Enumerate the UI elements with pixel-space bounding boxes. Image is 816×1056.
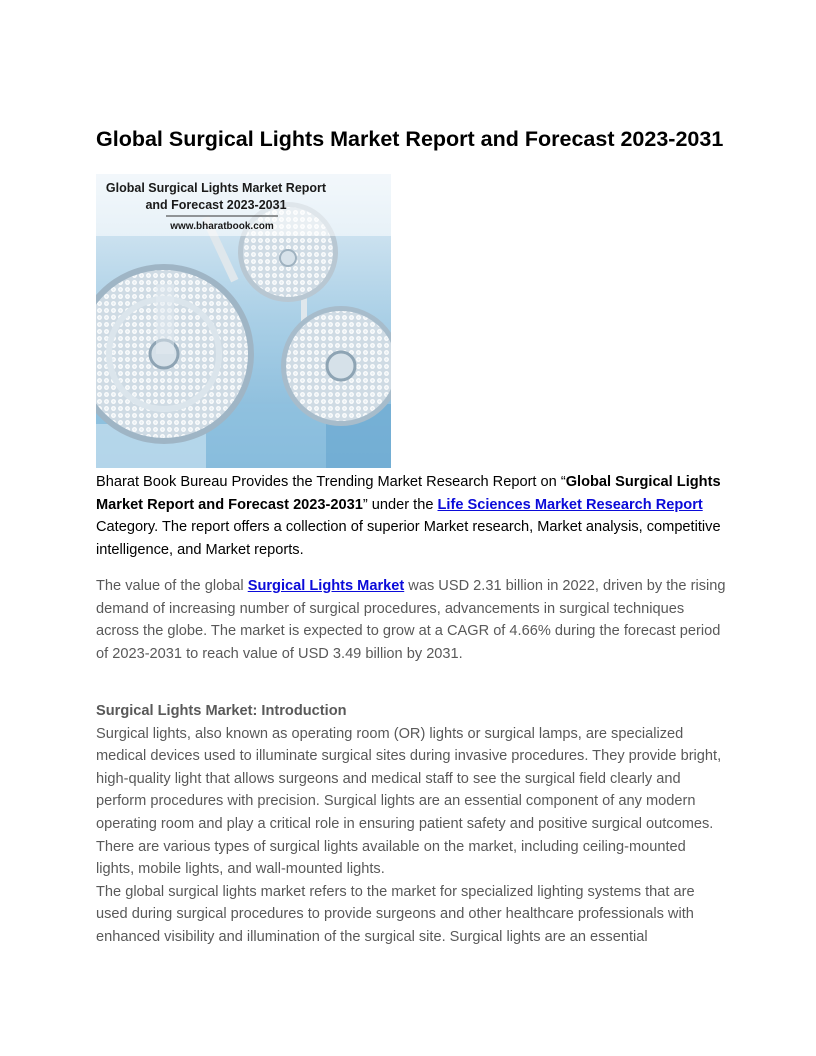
- intro-text-2: ” under the: [362, 496, 438, 513]
- cover-title-line1: Global Surgical Lights Market Report: [105, 181, 327, 195]
- section-heading: Surgical Lights Market: Introduction: [96, 703, 347, 719]
- intro-paragraph: [96, 471, 726, 561]
- value-text-2: was USD 2.31 billion in 2022, driven by the rising demand of increasing number of surgical procedures, advancements in surgical techniques across the globe. The market is expected to grow at a CAGR of 4.66% during the forecast period of 2023-2031 to reach value of USD 3.49 billion by 2031.: [96, 578, 726, 662]
- section-paragraph-1: Surgical lights, also known as operating room (OR) lights or surgical lamps, are specialized medical devices used to illuminate surgical sites during invasive procedures. They provide bright, high-quality light that allows surgeons and medical staff to see the surgical field clearly and perform procedures with precision. Surgical lights are an essential component of any modern operating room and play a critical role in ensuring patient safety and positive surgical outcomes. There are various types of surgical lights available on the market, including ceiling-mounted lights, mobile lights, and wall-mounted lights.: [96, 725, 722, 878]
- intro-text-1: Bharat Book Bureau Provides the Trending Market Research Report on “: [96, 474, 566, 490]
- section-paragraph-2: The global surgical lights market refers to the market for specialized lighting systems that are used during surgical procedures to provide surgeons and other healthcare professionals with enhanced visibility and illumination of the surgical site. Surgical lights are an essential: [96, 883, 695, 945]
- surgical-lights-illustration: [96, 174, 391, 468]
- intro-text-3: Category. The report offers a collection of superior Market research, Market analysis, competitive intelligence, and Market reports.: [96, 519, 721, 558]
- category-link[interactable]: Life Sciences Market Research Report: [437, 496, 703, 513]
- market-value-paragraph: [96, 575, 726, 665]
- cover-image: [96, 174, 391, 468]
- market-link[interactable]: Surgical Lights Market: [247, 578, 405, 594]
- introduction-section: [96, 700, 726, 949]
- cover-title-line2: and Forecast 2023-2031: [145, 198, 287, 212]
- page-title: Global Surgical Lights Market Report and Forecast 2023-2031: [96, 127, 724, 151]
- cover-website: www.bharatbook.com: [170, 221, 274, 232]
- value-text-1: The value of the global: [96, 578, 248, 594]
- report-name: Global Surgical Lights Market Report and Forecast 2023-2031: [96, 474, 721, 513]
